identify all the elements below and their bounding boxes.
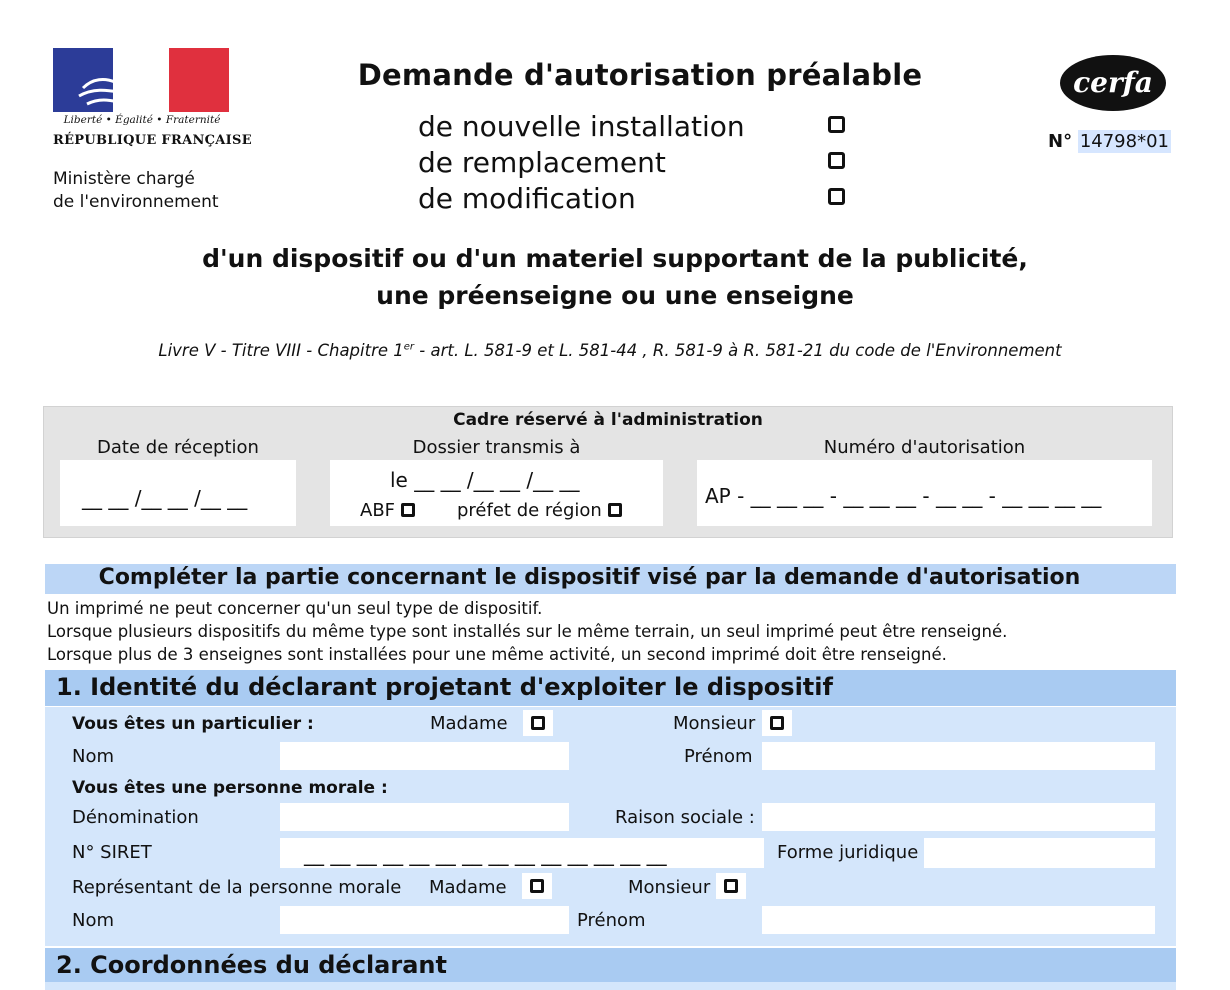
republic-name: RÉPUBLIQUE FRANÇAISE (53, 133, 252, 148)
dossier-date-placeholder: le __ __ /__ __ /__ __ (390, 468, 580, 492)
cerfa-number-value: 14798*01 (1079, 131, 1169, 152)
madame-checkbox[interactable] (531, 716, 545, 730)
personne-morale-label: Vous êtes une personne morale : (72, 778, 388, 798)
nom-label: Nom (72, 746, 115, 767)
numero-autorisation-field[interactable] (697, 460, 1152, 526)
siret-placeholder: __ __ __ __ __ __ __ __ __ __ __ __ __ __ (304, 842, 667, 866)
forme-juridique-label: Forme juridique (777, 842, 919, 863)
prefet-option (457, 500, 622, 521)
option-nouvelle-installation (418, 110, 858, 146)
option-label: de modification (418, 182, 636, 215)
dossier-transmis-field[interactable] (330, 460, 663, 526)
date-reception-label: Date de réception (97, 437, 259, 458)
representant-prenom-label: Prénom (577, 910, 646, 931)
madame-checkbox-cell (523, 710, 553, 736)
representant-madame-checkbox[interactable] (530, 879, 544, 893)
svg-text:cerfa: cerfa (1073, 66, 1153, 99)
section-2-body (45, 982, 1176, 990)
representant-monsieur-label: Monsieur (628, 877, 711, 898)
date-reception-field[interactable] (60, 460, 296, 526)
siret-label: N° SIRET (72, 842, 152, 863)
prefet-checkbox[interactable] (608, 503, 622, 517)
representant-madame-checkbox-cell (522, 873, 552, 899)
particulier-label: Vous êtes un particulier : (72, 714, 314, 734)
modification-checkbox[interactable] (828, 188, 845, 205)
ministry-name: Ministère chargé de l'environnement (53, 169, 219, 212)
section-1-title: 1. Identité du déclarant projetant d'exploiter le dispositif (56, 673, 833, 701)
monsieur-checkbox[interactable] (770, 716, 784, 730)
denomination-input[interactable] (280, 803, 569, 831)
form-subtitle: d'un dispositif ou d'un materiel supportant de la publicité, une préenseigne ou une enseigne (202, 244, 1028, 310)
instructions-banner-text: Compléter la partie concernant le dispositif visé par la demande d'autorisation (98, 565, 1081, 590)
option-label: de nouvelle installation (418, 110, 745, 143)
representant-monsieur-checkbox[interactable] (724, 879, 738, 893)
instruction-line-1: Un imprimé ne peut concerner qu'un seul type de dispositif. (47, 599, 543, 618)
madame-label: Madame (430, 713, 508, 734)
forme-juridique-input[interactable] (924, 838, 1155, 868)
dossier-transmis-label: Dossier transmis à (412, 437, 581, 458)
marianne-logo (53, 48, 229, 112)
prefet-label: préfet de région (457, 500, 602, 521)
representant-nom-input[interactable] (280, 906, 569, 934)
representant-madame-label: Madame (429, 877, 507, 898)
section-2-title: 2. Coordonnées du déclarant (56, 951, 447, 979)
instruction-line-2: Lorsque plusieurs dispositifs du même type sont installés sur le même terrain, un seul imprimé peut être renseigné. (47, 622, 1008, 641)
nouvelle-installation-checkbox[interactable] (828, 116, 845, 133)
cerfa-number-prefix: N° (1048, 131, 1073, 152)
option-label: de remplacement (418, 146, 666, 179)
admin-frame-title: Cadre réservé à l'administration (453, 410, 763, 430)
form-title: Demande d'autorisation préalable (357, 58, 923, 92)
representant-label: Représentant de la personne morale (72, 877, 402, 898)
instruction-line-3: Lorsque plus de 3 enseignes sont installées pour une même activité, un second imprimé doit être renseigné. (47, 645, 947, 664)
cerfa-logo (1060, 55, 1166, 111)
cerfa-number (1048, 131, 1171, 152)
abf-checkbox[interactable] (401, 503, 415, 517)
nom-input[interactable] (280, 742, 569, 770)
numero-autorisation-placeholder: AP - __ __ __ - __ __ __ - __ __ - __ __ __ __ (705, 484, 1102, 508)
option-modification (418, 182, 858, 218)
abf-label: ABF (360, 500, 396, 521)
monsieur-checkbox-cell (762, 710, 792, 736)
raison-sociale-input[interactable] (762, 803, 1155, 831)
numero-autorisation-label: Numéro d'autorisation (823, 437, 1026, 458)
abf-option (360, 500, 415, 521)
date-reception-placeholder: __ __ /__ __ /__ __ (82, 486, 248, 510)
raison-sociale-label: Raison sociale : (615, 807, 755, 828)
legal-text-end: - art. L. 581-9 et L. 581-44 , R. 581-9 à R. 581-21 du code de l'Environnement (414, 341, 1062, 360)
legal-text-start: Livre V - Titre VIII - Chapitre 1 (158, 341, 404, 360)
representant-nom-label: Nom (72, 910, 115, 931)
prenom-label: Prénom (684, 746, 753, 767)
remplacement-checkbox[interactable] (828, 152, 845, 169)
legal-superscript: er (403, 341, 415, 353)
option-remplacement (418, 146, 858, 182)
republic-motto: Liberté • Égalité • Fraternité (63, 114, 221, 126)
legal-reference (60, 341, 1160, 360)
representant-prenom-input[interactable] (762, 906, 1155, 934)
siret-input[interactable] (280, 838, 764, 868)
denomination-label: Dénomination (72, 807, 199, 828)
representant-monsieur-checkbox-cell (716, 873, 746, 899)
monsieur-label: Monsieur (673, 713, 756, 734)
prenom-input[interactable] (762, 742, 1155, 770)
